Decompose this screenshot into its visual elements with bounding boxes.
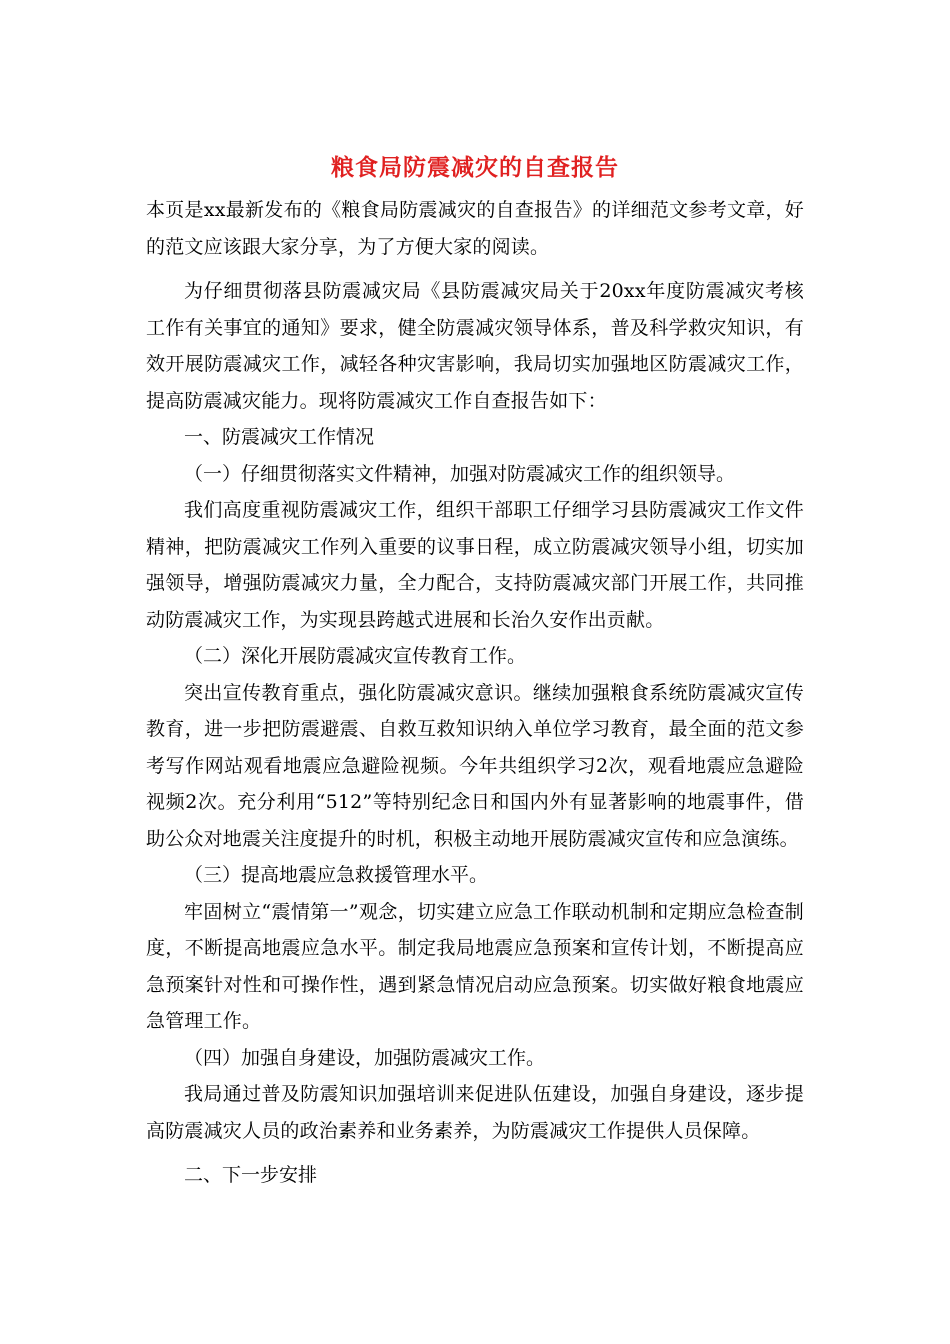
intro-paragraph: 本页是xx最新发布的《粮食局防震减灾的自查报告》的详细范文参考文章，好的范文应该跟大家分享，为了方便大家的阅读。 [146, 199, 804, 258]
subsection-4-body: 我局通过普及防震知识加强培训来促进队伍建设，加强自身建设，逐步提高防震减灾人员的政治素养和业务素养，为防震减灾工作提供人员保障。 [146, 1083, 804, 1142]
section-1-heading: 一、防震减灾工作情况 [184, 426, 375, 448]
subsection-3-body: 牢固树立“震情第一”观念，切实建立应急工作联动机制和定期应急检查制度，不断提高地震应急水平。制定我局地震应急预案和宣传计划，不断提高应急预案针对性和可操作性，遇到紧急情况启动应急预案。切实做好粮食地震应急管理工作。 [146, 900, 804, 1032]
document-title: 粮食局防震减灾的自查报告 [331, 154, 619, 181]
subsection-4-heading: （四）加强自身建设，加强防震减灾工作。 [184, 1046, 546, 1069]
document-page [146, 150, 804, 1194]
subsection-2-body: 突出宣传教育重点，强化防震减灾意识。继续加强粮食系统防震减灾宣传教育，进一步把防震避震、自救互救知识纳入单位学习教育，最全面的范文参考写作网站观看地震应急避险视频。今年共组织学习2次，观看地震应急避险视频2次。充分利用“512”等特别纪念日和国内外有显著影响的地震事件，借助公众对地震关注度提升的时机，积极主动地开展防震减灾宣传和应急演练。 [146, 681, 804, 850]
subsection-1-heading: （一）仔细贯彻落实文件精神，加强对防震减灾工作的组织领导。 [184, 462, 736, 485]
subsection-2-heading: （二）深化开展防震减灾宣传教育工作。 [184, 645, 527, 667]
subsection-1-body: 我们高度重视防震减灾工作，组织干部职工仔细学习县防震减灾工作文件精神，把防震减灾工作列入重要的议事日程，成立防震减灾领导小组，切实加强领导，增强防震减灾力量，全力配合，支持防震减灾部门开展工作，共同推动防震减灾工作，为实现县跨越式进展和长治久安作出贡献。 [146, 499, 804, 631]
subsection-3-heading: （三）提高地震应急救援管理水平。 [184, 864, 489, 886]
opening-paragraph: 为仔细贯彻落县防震减灾局《县防震减灾局关于20xx年度防震减灾考核工作有关事宜的通知》要求，健全防震减灾领导体系，普及科学救灾知识，有效开展防震减灾工作，减轻各种灾害影响，我局切实加强地区防震减灾工作，提高防震减灾能力。现将防震减灾工作自查报告如下： [146, 280, 804, 412]
section-2-heading: 二、下一步安排 [184, 1164, 318, 1186]
